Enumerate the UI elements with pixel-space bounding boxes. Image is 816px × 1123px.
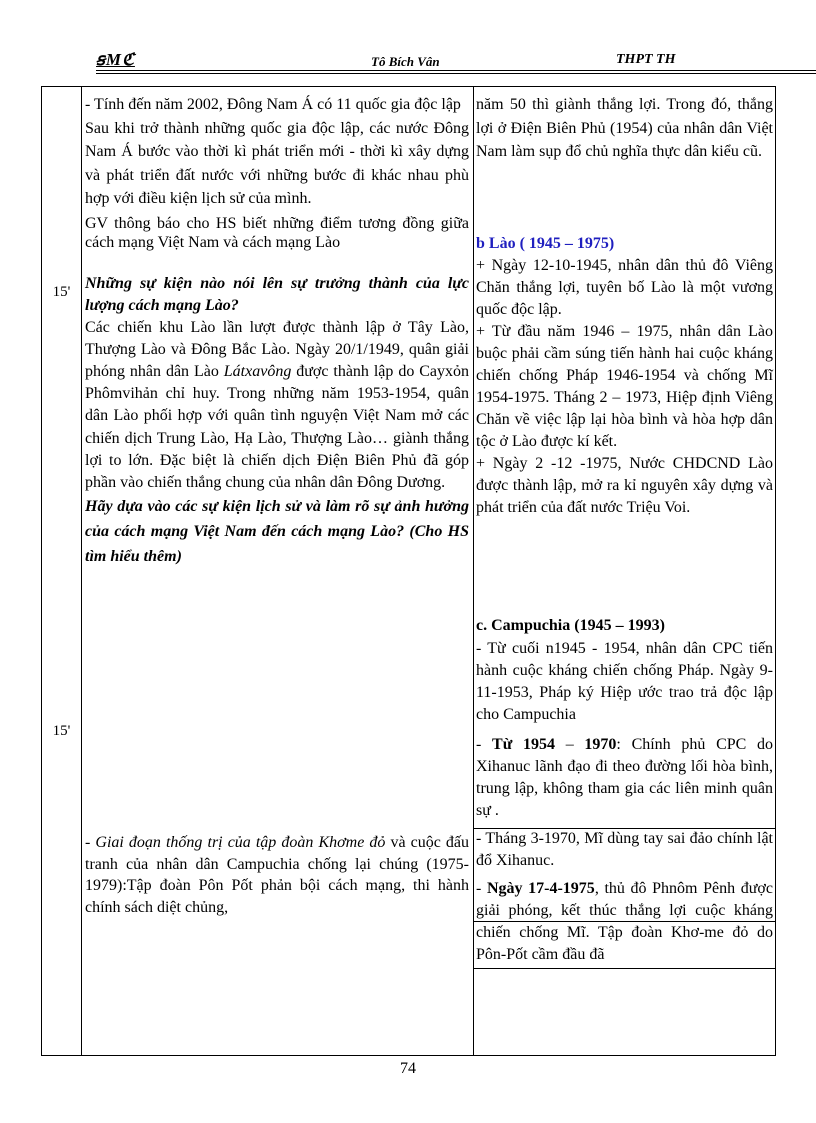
paragraph: + Từ đầu năm 1946 – 1975, nhân dân Lào buộc phải cầm súng tiến hành hai cuộc kháng chiến chống Pháp 1946-1954 và chống Mĩ 1954-1975. Tháng 2 – 1973, Hiệp định Viêng Chăn về việc lập lại hòa bình và hòa hợp dân tộc ở Lào được kí kết.	[476, 323, 773, 450]
paragraph: GV thông báo cho HS biết những điểm tương đồng giữa cách mạng Việt Nam và cách mạng Lào	[85, 214, 469, 251]
text-run-italic: - Giai đoạn thống trị của tập đoàn Khơme đỏ	[85, 834, 386, 852]
teacher-activity-column	[85, 93, 469, 918]
paragraph	[85, 317, 469, 495]
text-run: và cuộc đấu tranh của nhân dân Campuchia chống lại chúng (1975-1979):Tập đoàn Pôn Pốt phản bội cách mạng, thi hành chính sách diệt chủng,	[85, 834, 470, 916]
paragraph	[85, 832, 469, 918]
text-run: : Chính phủ CPC do Xihanuc lãnh đạo đi theo đường lối hòa bình, trung lập, không tham gia các liên minh quân sự .	[476, 735, 774, 819]
text-run: , thủ đô Phnôm Pênh được giải phóng, kết thúc thắng lợi cuộc kháng chiến chống Mĩ. Tập đoàn Khơ-me đỏ do Pôn-Pốt cầm đầu đã	[476, 879, 773, 963]
paragraph: + Ngày 12-10-1945, nhân dân thủ đô Viêng Chăn thắng lợi, tuyên bố Lào là một vương quốc độc lập.	[476, 257, 773, 318]
table-column-divider	[81, 87, 82, 1055]
text-run: –	[555, 735, 585, 753]
text-run-bold: Ngày 17-4-1975	[486, 879, 595, 897]
paragraph	[476, 878, 773, 966]
text-run-bold: 1970	[584, 735, 617, 753]
header-author: Tô Bích Vân	[371, 54, 440, 69]
text-run-bold: c. Campuchia	[476, 617, 571, 634]
text-run-bold: Từ 1954	[492, 735, 556, 753]
paragraph: - Tính đến năm 2002, Đông Nam Á có 11 quốc gia độc lập	[85, 96, 461, 113]
question: Những sự kiện nào nói lên sự trưởng thành của lực lượng cách mạng Lào?	[85, 274, 469, 314]
time-cell: 15'	[52, 284, 71, 300]
section-title-cambodia	[476, 614, 773, 638]
paragraph: - Tháng 3-1970, Mĩ dùng tay sai đảo chính lật đổ Xihanuc.	[476, 829, 773, 869]
text-run: (1945 – 1993)	[570, 617, 665, 634]
text-run: Các chiến khu Lào lần lượt được thành lập ở Tây Lào, Thượng Lào và Đông Bắc Lào. Ngày 20/1/1949, quân giải phóng nhân dân Lào	[85, 318, 469, 380]
text-run: Hãy dựa vào các sự kiện lịch sử và làm rõ sự ảnh hưởng của cách mạng Việt Nam đến cách mạng Lào?	[85, 498, 469, 541]
table-cell-divider	[473, 968, 775, 969]
text-run: được thành lập do Cayxỏn Phômvihản chỉ huy. Trong những năm 1953-1954, quân dân Lào phối hợp với quân tình nguyện Việt Nam mở các chiến dịch Trung Lào, Hạ Lào, Thượng Lào… giành thắng lợi to lớn. Đặc biệt là chiến dịch Điện Biên Phủ đã góp phần vào chiến thắng chung của nhân dân Đông Dương.	[85, 362, 470, 491]
header-rule-bottom	[96, 73, 816, 74]
paragraph: - Từ cuối n1945 - 1954, nhân dân CPC tiến hành cuộc kháng chiến chống Pháp. Ngày 9-11-1953, Pháp ký Hiệp ước trao trả độc lập cho Campuchia	[476, 639, 773, 723]
header-logo: ꞩMℭ	[96, 50, 135, 69]
time-cell: 15'	[52, 723, 71, 739]
paragraph	[476, 734, 773, 822]
text-run: (Cho HS tìm hiểu thêm)	[85, 523, 469, 566]
paragraph: năm 50 thì giành thắng lợi. Trong đó, thắng lợi ở Điện Biên Phủ (1954) của nhân dân Việt Nam làm sụp đổ chủ nghĩa thực dân kiểu cũ.	[476, 96, 773, 160]
page-number: 74	[400, 1060, 416, 1077]
text-run-italic: Látxavông	[223, 362, 292, 380]
section-title-laos: b Lào ( 1945 – 1975)	[476, 234, 615, 252]
lesson-table	[41, 86, 776, 1056]
table-column-divider	[473, 87, 474, 1055]
paragraph: + Ngày 2 -12 -1975, Nước CHDCND Lào được thành lập, mở ra kỉ nguyên xây dựng và phát triển của đất nước Triệu Voi.	[476, 455, 773, 516]
paragraph: Sau khi trở thành những quốc gia độc lập, các nước Đông Nam Á bước vào thời kì phát triển mới - thời kì xây dựng và phát triển đất nước với những bước đi khác nhau phù hợp với điều kiện lịch sử của mình.	[85, 119, 469, 207]
text-run: -	[476, 879, 487, 897]
text-run: -	[476, 735, 493, 753]
header-school: THPT TH	[616, 52, 676, 67]
header-rule-top	[96, 70, 816, 71]
content-column	[476, 93, 773, 966]
question	[85, 494, 469, 569]
